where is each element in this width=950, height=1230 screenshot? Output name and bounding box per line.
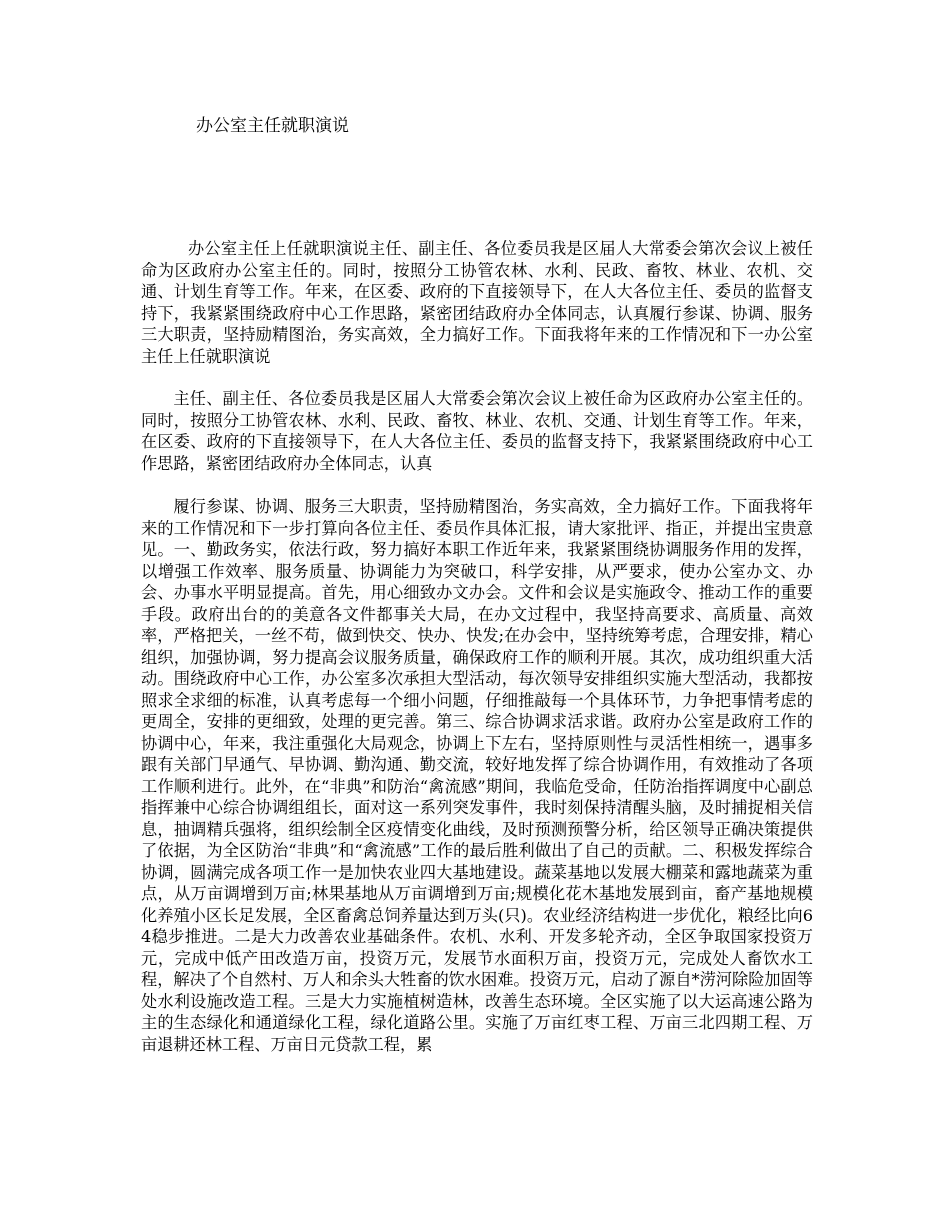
paragraph-3: 履行参谋、协调、服务三大职责，坚持励精图治，务实高效，全力搞好工作。下面我将年来的工作情况和下一步打算向各位主任、委员作具体汇报，请大家批评、指正，并提出宝贵意见。一、勤政务实，依法行政，努力搞好本职工作近年来，我紧紧围绕协调服务作用的发挥，以增强工作效率、服务质量、协调能力为突破口，科学安排，从严要求，使办公室办文、办会、办事水平明显提高。首先，用心细致办文办会。文件和会议是实施政令、推动工作的重要手段。政府出台的的美意各文件都事关大局，在办文过程中，我坚持高要求、高质量、高效率，严格把关，一丝不苟，做到快交、快办、快发;在办会中，坚持统筹考虑，合理安排，精心组织，加强协调，努力提高会议服务质量，确保政府工作的顺利开展。其次，成功组织重大活动。围绕政府中心工作，办公室多次承担大型活动，每次领导安排组织实施大型活动，我都按照求全求细的标准，认真考虑每一个细小问题，仔细推敲每一个具体环节，力争把事情考虑的更周全，安排的更细致，处理的更完善。第三、综合协调求活求谐。政府办公室是政府工作的协调中心，年来，我注重强化大局观念，协调上下左右，坚持原则性与灵活性相统一，遇事多跟有关部门早通气、早协调、勤沟通、勤交流，较好地发挥了综合协调作用，有效推动了各项工作顺利进行。此外，在“非典”和防治“禽流感”期间，我临危受命，任防治指挥调度中心副总指挥兼中心综合协调组组长，面对这一系列突发事件，我时刻保持清醒头脑，及时捕捉相关信息，抽调精兵强将，组织绘制全区疫情变化曲线，及时预测预警分析，给区领导正确决策提供了依据，为全区防治“非典”和“禽流感”工作的最后胜利做出了自己的贡献。二、积极发挥综合协调，圆满完成各项工作一是加快农业四大基地建设。蔬菜基地以发展大棚菜和露地蔬菜为重点，从万亩调增到万亩;林果基地从万亩调增到万亩;规模化花木基地发展到亩，畜产基地规模化养殖小区长足发展，全区畜禽总饲养量达到万头(只)。农业经济结构进一步优化，粮经比向64稳步推进。二是大力改善农业基础条件。农机、水利、开发多轮齐动，全区争取国家投资万元，完成中低产田改造万亩，投资万元，发展节水面积万亩，投资万元，完成处人畜饮水工程，解决了个自然村、万人和余头大牲畜的饮水困难。投资万元，启动了源自*涝河除险加固等处水利设施改造工程。三是大力实施植树造林，改善生态环境。全区实施了以大运高速公路为主的生态绿化和通道绿化工程，绿化道路公里。实施了万亩红枣工程、万亩三北四期工程、万亩退耕还林工程、万亩日元贷款工程，累 — [141, 497, 813, 1054]
document-title: 办公室主任就职演说 — [196, 116, 349, 136]
paragraph-1: 办公室主任上任就职演说主任、副主任、各位委员我是区届人大常委会第次会议上被任命为区政府办公室主任的。同时，按照分工协管农林、水利、民政、畜牧、林业、农机、交通、计划生育等工作。年来，在区委、政府的下直接领导下，在人大各位主任、委员的监督支持下，我紧紧围绕政府中心工作思路，紧密团结政府办全体同志，认真履行参谋、协调、服务三大职责，坚持励精图治，务实高效，全力搞好工作。下面我将年来的工作情况和下一办公室主任上任就职演说 — [141, 239, 813, 366]
paragraph-2: 主任、副主任、各位委员我是区届人大常委会第次会议上被任命为区政府办公室主任的。同时，按照分工协管农林、水利、民政、畜牧、林业、农机、交通、计划生育等工作。年来，在区委、政府的下直接领导下，在人大各位主任、委员的监督支持下，我紧紧围绕政府中心工作思路，紧密团结政府办全体同志，认真 — [141, 389, 813, 473]
